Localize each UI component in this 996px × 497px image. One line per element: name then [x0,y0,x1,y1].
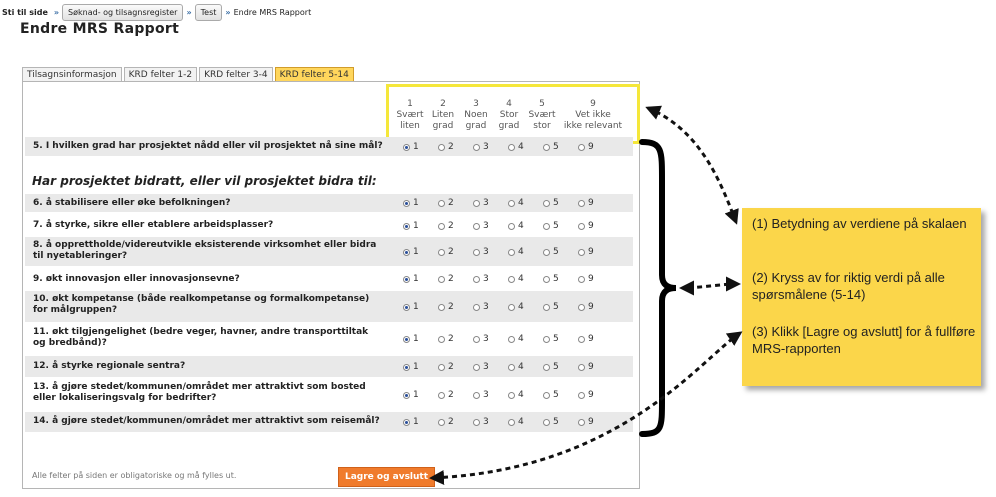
question-text: 11. økt tilgjengelighet (bedre veger, havner, andre transporttiltak og bredbånd)? [33,327,369,348]
breadcrumb-separator: » [186,7,192,17]
radio-label: 5 [553,390,559,400]
question-text: 6. å stabilisere eller øke befolkningen? [33,198,231,208]
question-text: 7. å styrke, sikre eller etablere arbeidsplasser? [33,220,274,230]
footer-note: Alle felter på siden er obligatoriske og må fylles ut. [32,471,237,480]
scale-number: 9 [590,99,596,109]
scale-label: Svært [396,110,424,120]
radio-label: 9 [588,390,594,400]
radio-label: 5 [553,417,559,427]
radio-label: 4 [518,302,524,312]
scale-label: liten [400,121,420,131]
radio-label: 5 [553,302,559,312]
radio-label: 1 [413,274,419,284]
scale-number: 5 [539,99,545,109]
radio-label: 3 [483,142,489,152]
radio-label: 3 [483,390,489,400]
instruction-3: (3) Klikk [Lagre og avslutt] for å fullføre MRS-rapporten [752,324,976,356]
arrow-to-brace [682,284,738,288]
radio-label: 1 [413,221,419,231]
radio-label: 5 [553,334,559,344]
curly-brace [642,142,676,434]
radio-label: 1 [413,334,419,344]
radio-label: 2 [448,334,454,344]
radio-label: 4 [518,142,524,152]
radio-label: 3 [483,198,489,208]
radio-label: 5 [553,198,559,208]
scale-label: Liten [431,110,455,120]
radio-label: 3 [483,247,489,257]
scale-label: stor [533,121,551,131]
radio-label: 2 [448,198,454,208]
scale-number: 2 [440,99,446,109]
radio-label: 2 [448,417,454,427]
scale-label: grad [432,121,454,131]
radio-label: 4 [518,274,524,284]
tab-krd-felter-5-14[interactable]: KRD felter 5-14 [275,67,354,82]
scale-number: 3 [473,99,479,109]
radio-label: 2 [448,390,454,400]
radio-label: 5 [553,142,559,152]
question-text: 9. økt innovasjon eller innovasjonsevne? [33,274,240,284]
scale-label: Noen [464,110,488,120]
breadcrumb-separator: » [53,7,60,17]
radio-label: 1 [413,417,419,427]
radio-label: 4 [518,221,524,231]
radio-label: 4 [518,417,524,427]
radio-label: 1 [413,198,419,208]
radio-label: 3 [483,302,489,312]
tab-krd-felter-1-2[interactable]: KRD felter 1-2 [124,67,197,82]
radio-label: 4 [518,390,524,400]
scale-label: Svært [528,110,556,120]
instruction-2: (2) Kryss av for riktig verdi på alle spørsmålene (5-14) [752,270,945,302]
question-text: 5. I hvilken grad har prosjektet nådd eller vil prosjektet nå sine mål? [33,141,383,151]
radio-label: 3 [483,417,489,427]
scale-label: ikke relevant [563,121,623,131]
radio-label: 3 [483,362,489,372]
radio-label: 5 [553,247,559,257]
radio-label: 9 [588,198,594,208]
radio-label: 2 [448,247,454,257]
radio-label: 1 [413,390,419,400]
radio-label: 9 [588,417,594,427]
breadcrumb-separator: » [225,7,231,17]
radio-label: 4 [518,334,524,344]
radio-label: 9 [588,247,594,257]
breadcrumb-label: Sti til side [2,7,48,17]
radio-label: 2 [448,362,454,372]
radio-label: 9 [588,334,594,344]
radio-label: 1 [413,247,419,257]
radio-label: 3 [483,334,489,344]
radio-label: 5 [553,362,559,372]
tab-krd-felter-3-4[interactable]: KRD felter 3-4 [199,67,272,82]
question-text: 12. å styrke regionale sentra? [33,361,186,371]
radio-label: 3 [483,221,489,231]
question-text: 14. å gjøre stedet/kommunen/området mer attraktivt som reisemål? [33,416,380,426]
radio-label: 9 [588,221,594,231]
question-text: 10. økt kompetanse (både realkompetanse og formalkompetanse) for målgruppen? [33,294,370,315]
scale-label: Vet ikke [575,110,611,120]
breadcrumb-current: Endre MRS Rapport [233,7,312,17]
radio-label: 1 [413,362,419,372]
scale-number: 4 [506,99,512,109]
radio-label: 4 [518,247,524,257]
scale-label: grad [465,121,487,131]
radio-label: 5 [553,221,559,231]
scale-number: 1 [407,99,413,109]
radio-label: 2 [448,142,454,152]
instruction-1: (1) Betydning av verdiene på skalaen [752,216,967,231]
question-text: 13. å gjøre stedet/kommunen/området mer attraktivt som bosted eller lokaliseringsvalg for bedrifter? [33,382,366,403]
radio-label: 9 [588,142,594,152]
radio-label: 4 [518,198,524,208]
section-heading: Har prosjektet bidratt, eller vil prosjektet bidra til: [32,174,377,188]
radio-label: 5 [553,274,559,284]
radio-label: 2 [448,274,454,284]
save-and-close-button[interactable]: Lagre og avslutt [338,467,435,487]
radio-label: 3 [483,274,489,284]
radio-label: 1 [413,302,419,312]
radio-label: 9 [588,302,594,312]
radio-label: 2 [448,221,454,231]
radio-label: 4 [518,362,524,372]
question-text: 8. å opprettholde/videreutvikle eksisterende virksomhet eller bidra til nyetableringer? [33,240,377,261]
breadcrumb-link-register[interactable]: Søknad- og tilsagnsregister [62,4,183,21]
radio-label: 1 [413,142,419,152]
breadcrumb-link-test[interactable]: Test [195,4,223,21]
radio-label: 2 [448,302,454,312]
page-title: Endre MRS Rapport [20,21,180,37]
arrow-to-save [432,333,740,478]
scale-label: grad [498,121,520,131]
radio-label: 9 [588,362,594,372]
tab-tilsagnsinformasjon[interactable]: Tilsagnsinformasjon [22,67,122,82]
scale-label: Stor [499,110,519,120]
radio-label: 9 [588,274,594,284]
